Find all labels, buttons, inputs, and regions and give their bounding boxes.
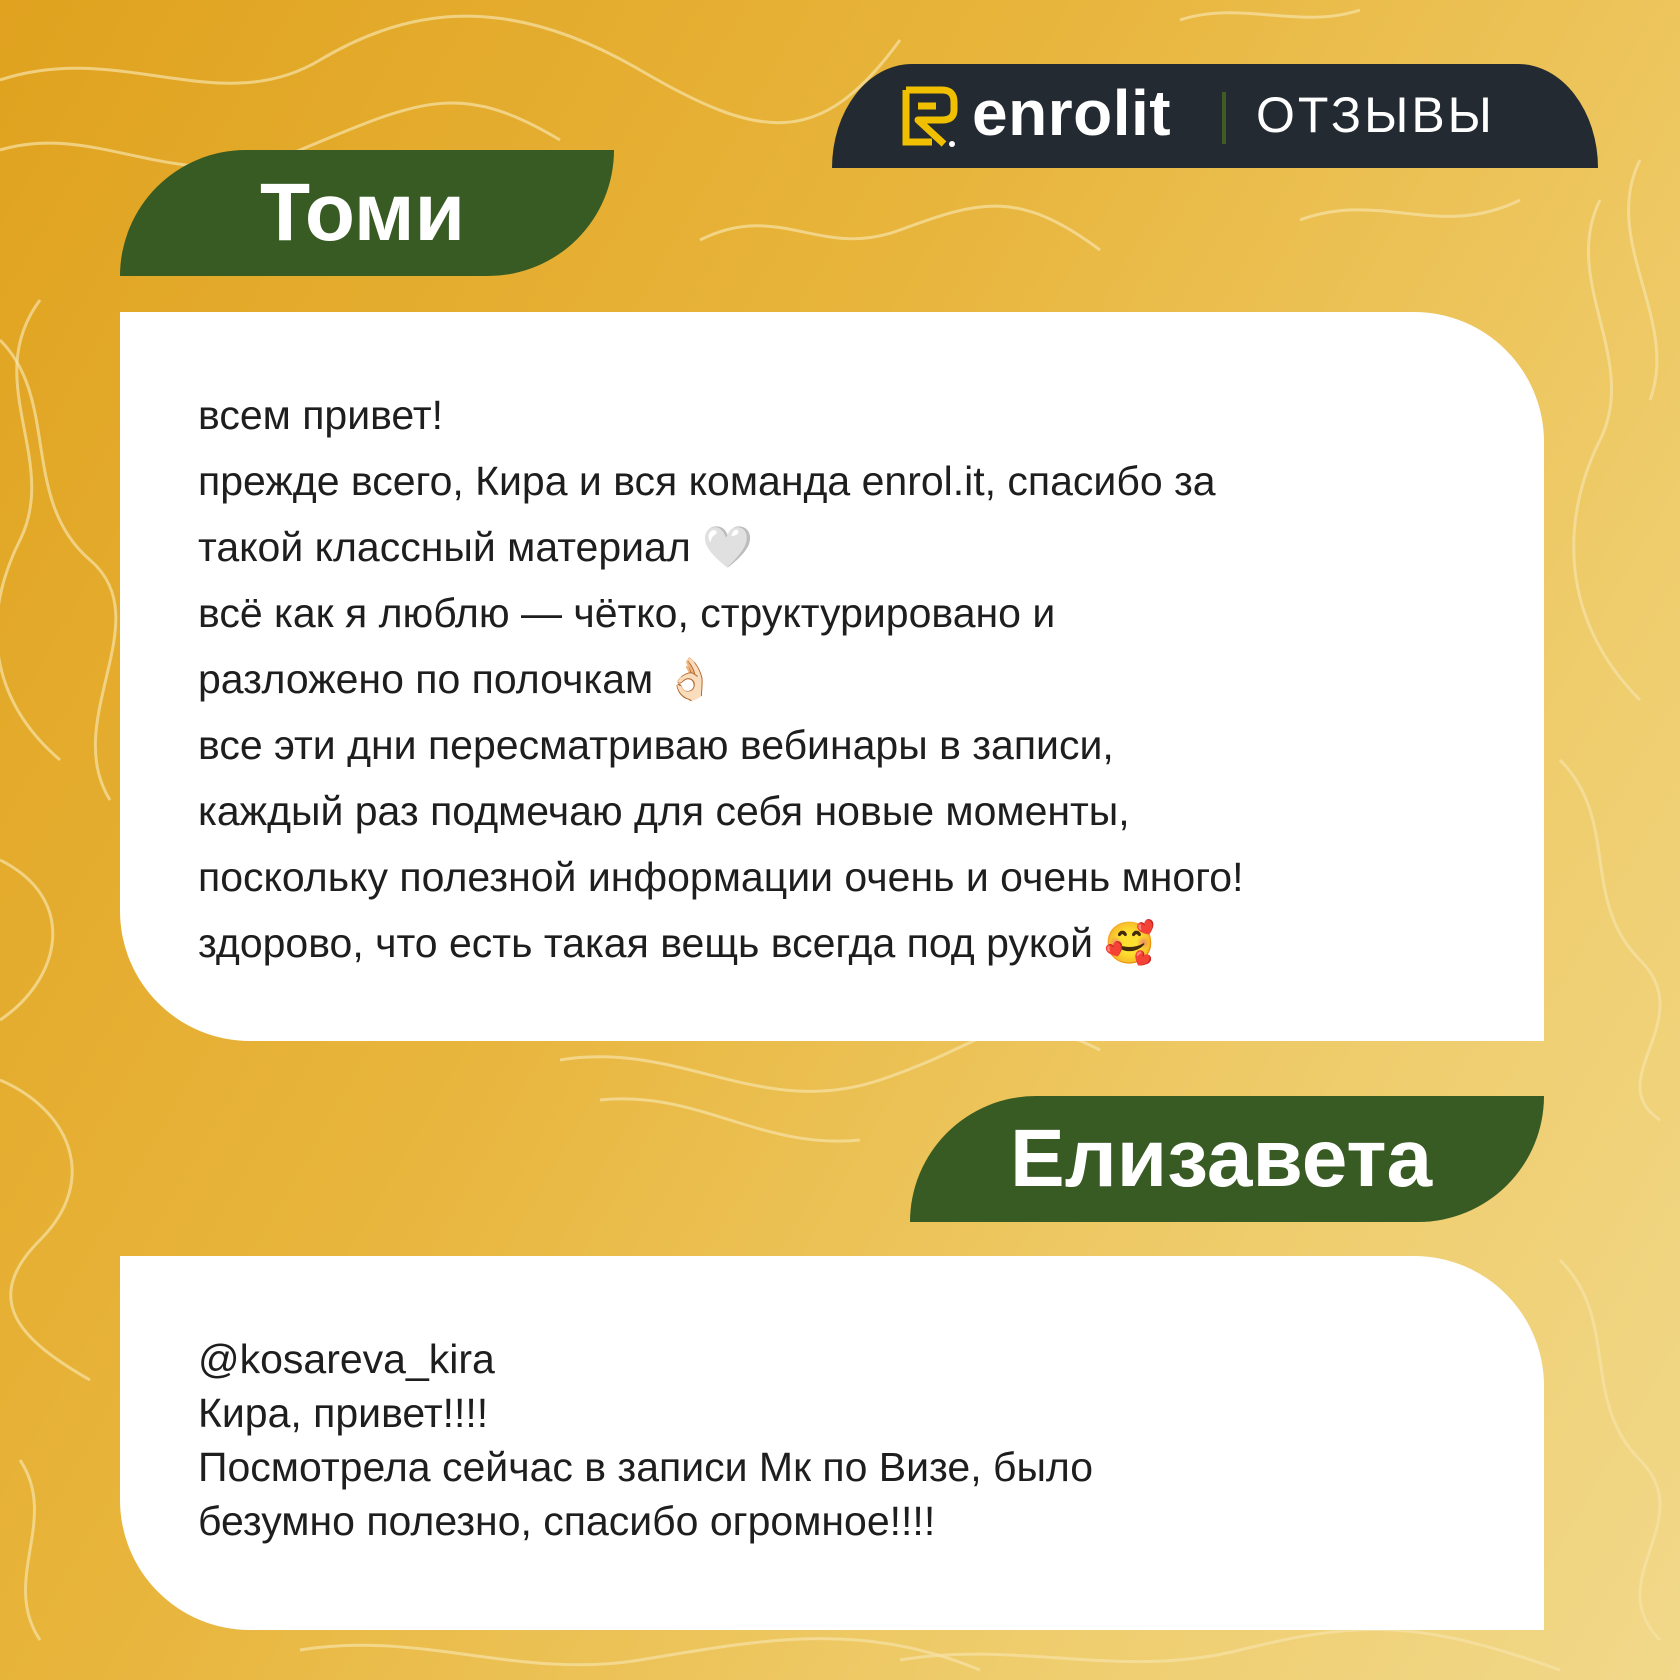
review-author-tab: [910, 1096, 1544, 1222]
review-line: безумно полезно, спасибо огромное!!!!: [198, 1498, 936, 1544]
review-line: разложено по полочкам 👌🏻: [198, 656, 716, 702]
review-line: поскольку полезной информации очень и очень много!: [198, 854, 1244, 900]
review-text: [198, 382, 1243, 976]
review-text: [198, 1332, 1093, 1548]
review-author-name: Елизавета: [1010, 1113, 1433, 1204]
brand-header: [832, 64, 1598, 168]
brand-name: enrolit: [972, 77, 1172, 149]
review-line: Кира, привет!!!!: [198, 1390, 489, 1436]
review-author-name: Томи: [260, 167, 465, 258]
review-line: всем привет!: [198, 392, 444, 438]
review-author-tab: [120, 150, 614, 276]
review-line: прежде всего, Кира и вся команда enrol.it, спасибо за: [198, 458, 1216, 504]
enrolit-logo-icon: [898, 84, 960, 148]
review-line: такой классный материал 🤍: [198, 524, 754, 570]
review-line: здорово, что есть такая вещь всегда под рукой 🥰: [198, 920, 1156, 966]
review-line: каждый раз подмечаю для себя новые моменты,: [198, 788, 1130, 834]
section-title: ОТЗЫВЫ: [1256, 87, 1495, 143]
brand-divider: [1222, 92, 1226, 144]
review-card: [120, 1256, 1544, 1630]
review-line: @kosareva_kira: [198, 1336, 495, 1382]
review-card: [120, 312, 1544, 1041]
review-line: всё как я люблю — чётко, структурировано и: [198, 590, 1056, 636]
review-line: Посмотрела сейчас в записи Мк по Визе, было: [198, 1444, 1094, 1490]
review-line: все эти дни пересматриваю вебинары в записи,: [198, 722, 1114, 768]
